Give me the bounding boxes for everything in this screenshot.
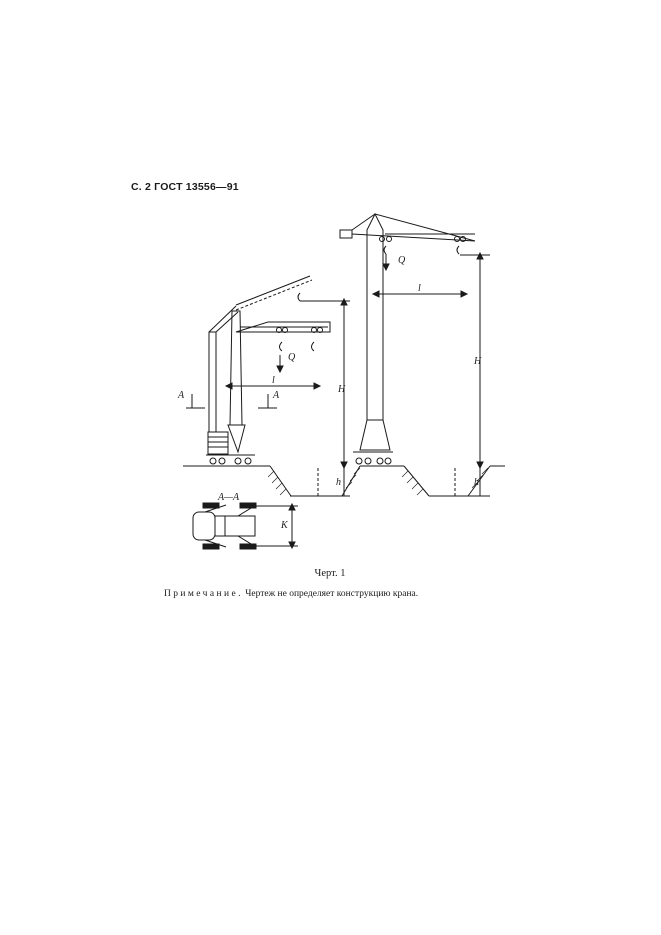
note <box>164 589 418 599</box>
left-crane <box>186 276 330 464</box>
width-label-k: K <box>281 520 288 531</box>
load-label-right: Q <box>398 255 406 266</box>
height-dimensions-left <box>290 299 350 496</box>
load-label-left: Q <box>288 352 296 363</box>
reach-label-right: l <box>418 283 421 294</box>
section-marker-a-left: A <box>178 390 185 401</box>
page-header: С. 2 ГОСТ 13556—91 <box>131 181 239 193</box>
reach-label-left: l <box>272 375 275 386</box>
height-dimensions-right <box>455 253 490 496</box>
depth-label-left: h <box>336 477 341 488</box>
height-label-left: H <box>338 384 346 395</box>
height-label-right: H <box>474 356 482 367</box>
depth-label-right: h <box>474 477 479 488</box>
note-text: Чертеж не определяет конструкцию крана. <box>245 589 419 599</box>
section-title: А—А <box>218 492 240 503</box>
note-label: Примечание. <box>164 589 243 599</box>
right-crane <box>340 214 475 464</box>
figure-caption: Черт. 1 <box>314 568 346 579</box>
section-marker-a-right: A <box>273 390 280 401</box>
